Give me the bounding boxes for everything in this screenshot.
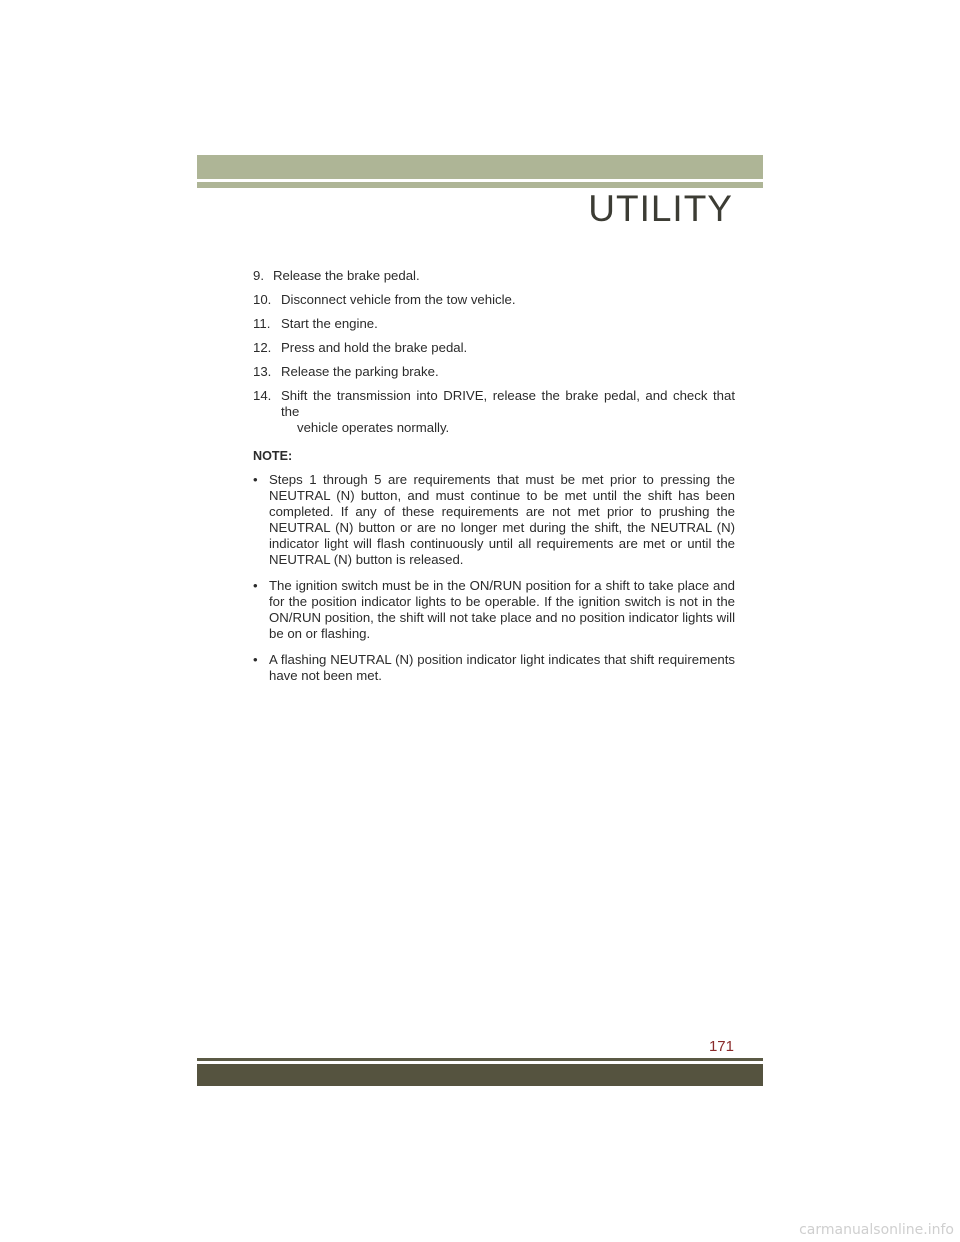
bullet-icon: • <box>253 652 258 667</box>
page-number: 171 <box>708 1038 734 1055</box>
step-text: Release the parking brake. <box>281 364 439 379</box>
note-bullet <box>253 472 735 568</box>
step-number: 12. <box>253 340 272 355</box>
section-title: UTILITY <box>588 188 733 229</box>
step-text: Press and hold the brake pedal. <box>281 340 468 355</box>
step-text <box>281 388 735 436</box>
footer-band <box>197 1064 763 1086</box>
step-text: Disconnect vehicle from the tow vehicle. <box>281 292 516 307</box>
bullet-icon: • <box>253 472 258 487</box>
step-item <box>253 292 735 308</box>
step-text-line: vehicle operates normally. <box>297 420 450 435</box>
step-text: Release the brake pedal. <box>273 268 420 283</box>
footer-rule <box>197 1058 763 1061</box>
step-item <box>253 268 735 284</box>
step-text: Start the engine. <box>281 316 378 331</box>
step-text-line: Shift the transmission into DRIVE, release the brake pedal, and check that the <box>281 388 735 419</box>
note-bullets <box>253 472 735 684</box>
note-label: NOTE: <box>253 449 293 463</box>
step-number: 9. <box>253 268 264 283</box>
note-bullet-text: The ignition switch must be in the ON/RUN position for a shift to take place and for the position indicator lights to be operable. If the ignition switch is not in the ON/RUN position, the shift will not take place and no position indicator lights will be on or flashing. <box>269 578 735 641</box>
step-number: 14. <box>253 388 272 403</box>
steps-list <box>253 268 735 436</box>
note-bullet-text: Steps 1 through 5 are requirements that must be met prior to pressing the NEUTRAL (N) button, and must continue to be met until the shift has been completed. If any of these requirements are not met prior to prushing the NEUTRAL (N) button or are no longer met during the shift, the NEUTRAL (N) indicator light will flash continuously until all requirements are met or until the NEUTRAL (N) button is released. <box>269 472 735 567</box>
note-bullet <box>253 652 735 684</box>
note-bullet <box>253 578 735 642</box>
note-bullet-text: A flashing NEUTRAL (N) position indicator light indicates that shift requirements have not been met. <box>269 652 735 683</box>
page-content <box>253 268 735 694</box>
step-item <box>253 340 735 356</box>
header-band <box>197 155 763 179</box>
step-number: 11. <box>253 316 271 331</box>
step-number: 13. <box>253 364 272 379</box>
watermark: carmanualsonline.info <box>799 1222 954 1238</box>
step-item <box>253 364 735 380</box>
step-item <box>253 316 735 332</box>
step-item <box>253 388 735 436</box>
step-number: 10. <box>253 292 272 307</box>
bullet-icon: • <box>253 578 258 593</box>
